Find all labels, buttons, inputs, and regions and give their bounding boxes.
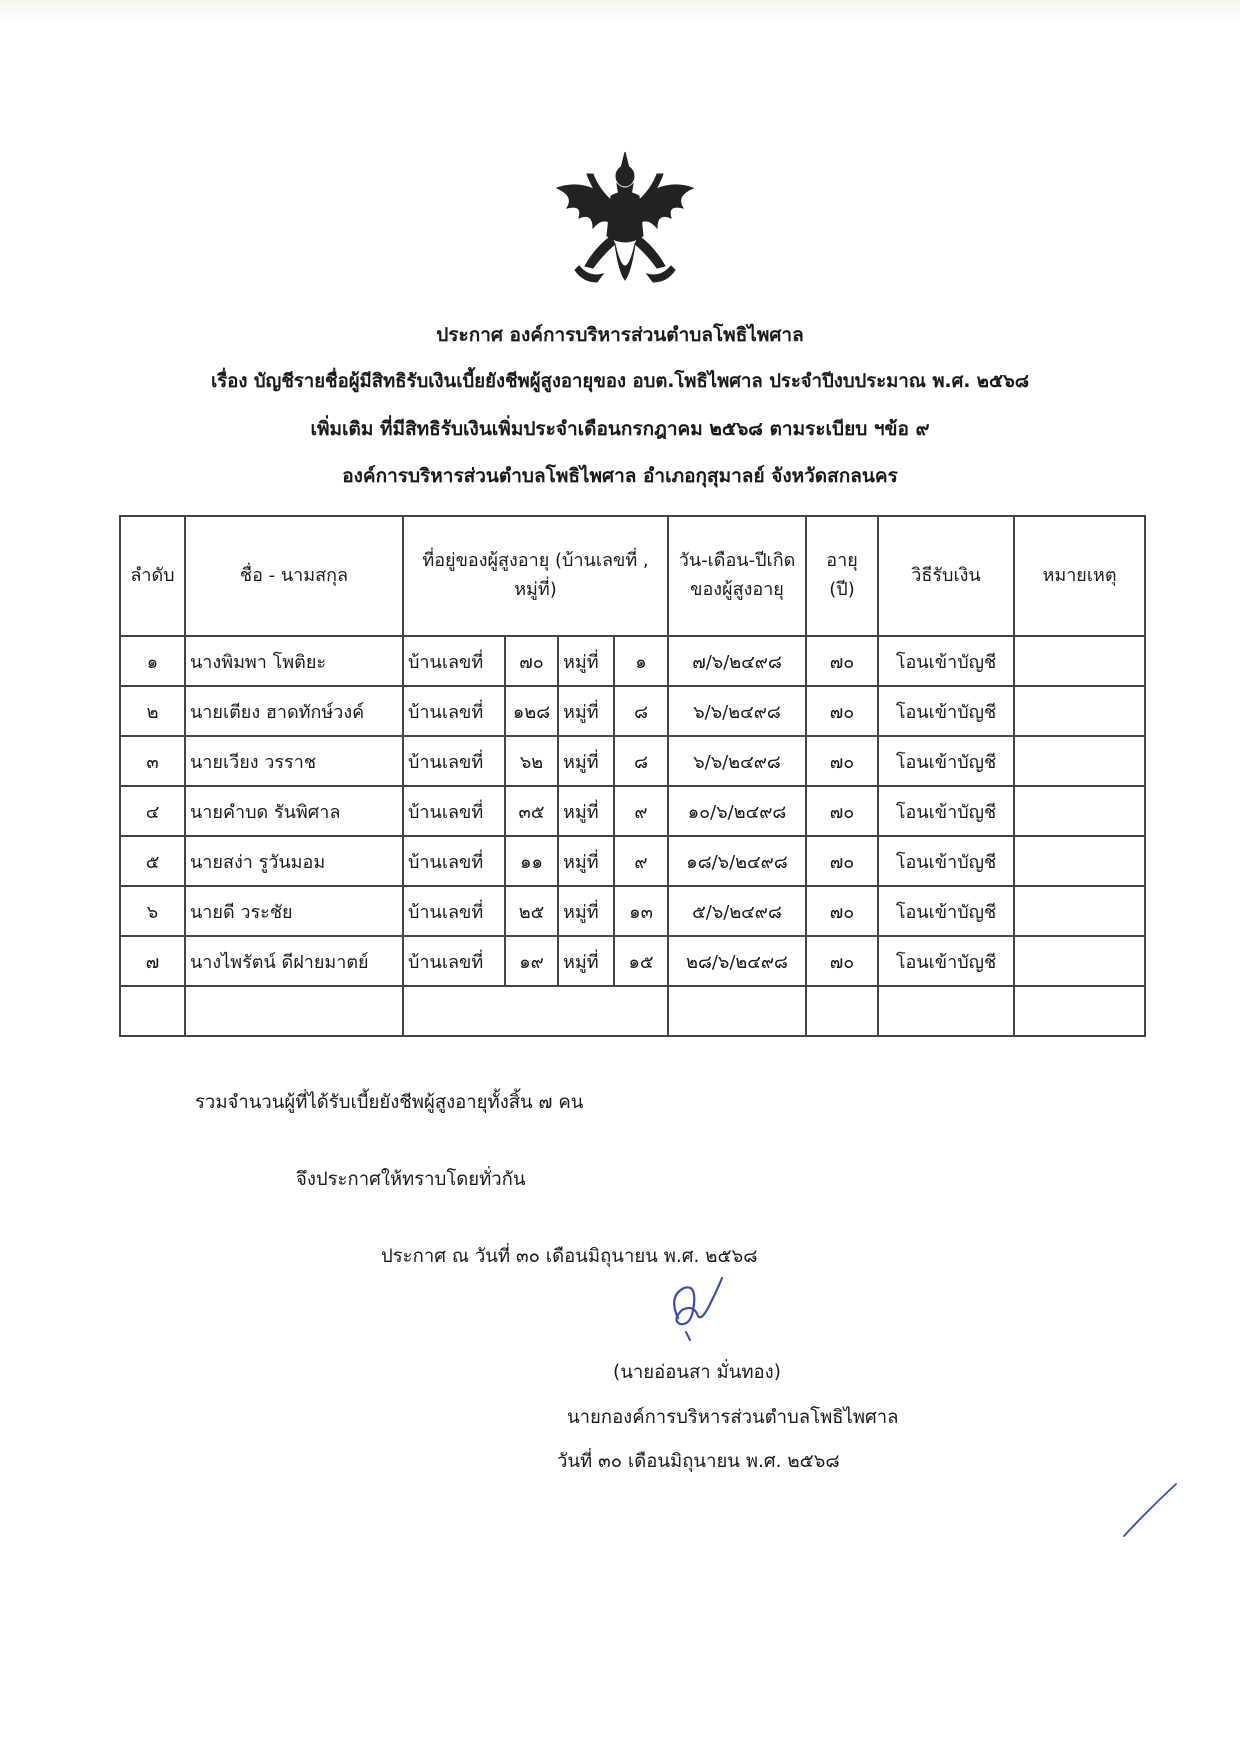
- cell-no: ๕: [120, 836, 185, 886]
- cell-name: นายคำบด รันพิศาล: [185, 786, 403, 836]
- cell-method: โอนเข้าบัญชี: [878, 636, 1014, 686]
- cell-remark: [1014, 686, 1145, 736]
- cell-no: ๔: [120, 786, 185, 836]
- cell-moo-label: หมู่ที่: [558, 736, 614, 786]
- cell-method: โอนเข้าบัญชี: [878, 886, 1014, 936]
- cell-dob: ๑๐/๖/๒๔๙๘: [668, 786, 806, 836]
- empty-cell: [1014, 986, 1145, 1036]
- pen-stroke-icon: [1120, 1480, 1180, 1540]
- announcement-title: ประกาศ องค์การบริหารส่วนตำบลโพธิไพศาล: [436, 324, 804, 346]
- cell-house-label: บ้านเลขที่: [403, 936, 505, 986]
- cell-house-label: บ้านเลขที่: [403, 886, 505, 936]
- cell-moo-label: หมู่ที่: [558, 786, 614, 836]
- organization-location: องค์การบริหารส่วนตำบลโพธิไพศาล อำเภอกุสุมาลย์ จังหวัดสกลนคร: [342, 465, 898, 487]
- table-row: [120, 736, 1145, 786]
- header-dob: วัน-เดือน-ปีเกิด ของผู้สูงอายุ: [668, 516, 806, 636]
- cell-no: ๓: [120, 736, 185, 786]
- cell-dob: ๑๘/๖/๒๔๙๘: [668, 836, 806, 886]
- cell-method: โอนเข้าบัญชี: [878, 936, 1014, 986]
- summary-text: รวมจำนวนผู้ที่ได้รับเบี้ยยังชีพผู้สูงอายุทั้งสิ้น ๗ คน: [195, 1092, 584, 1113]
- cell-method: โอนเข้าบัญชี: [878, 786, 1014, 836]
- cell-name: นายเตียง ฮาดทักษ์วงค์: [185, 686, 403, 736]
- table-row: [120, 636, 1145, 686]
- cell-remark: [1014, 786, 1145, 836]
- cell-remark: [1014, 636, 1145, 686]
- cell-name: นายดี วระชัย: [185, 886, 403, 936]
- cell-dob: ๗/๖/๒๔๙๘: [668, 636, 806, 686]
- cell-house-no: ๖๒: [505, 736, 558, 786]
- cell-dob: ๖/๖/๒๔๙๘: [668, 736, 806, 786]
- cell-no: ๒: [120, 686, 185, 736]
- scan-edge: [0, 0, 1240, 22]
- cell-method: โอนเข้าบัญชี: [878, 836, 1014, 886]
- table-row: [120, 886, 1145, 936]
- cell-moo-no: ๑๓: [614, 886, 668, 936]
- cell-moo-label: หมู่ที่: [558, 686, 614, 736]
- cell-name: นางพิมพา โพติยะ: [185, 636, 403, 686]
- empty-cell: [806, 986, 878, 1036]
- empty-cell: [120, 986, 185, 1036]
- cell-house-label: บ้านเลขที่: [403, 736, 505, 786]
- announcement-subject: เรื่อง บัญชีรายชื่อผู้มีสิทธิรับเงินเบี้ยยังชีพผู้สูงอายุของ อบต.โพธิไพศาล ประจำปีงบประมาณ พ.ศ. ๒๕๖๘: [210, 371, 1030, 392]
- cell-age: ๗๐: [806, 886, 878, 936]
- table-header-row: [120, 516, 1145, 636]
- cell-moo-label: หมู่ที่: [558, 886, 614, 936]
- cell-moo-label: หมู่ที่: [558, 936, 614, 986]
- cell-age: ๗๐: [806, 936, 878, 986]
- cell-name: นางไพรัตน์ ดีฝายมาตย์: [185, 936, 403, 986]
- cell-dob: ๒๘/๖/๒๔๙๘: [668, 936, 806, 986]
- cell-dob: ๕/๖/๒๔๙๘: [668, 886, 806, 936]
- cell-house-label: บ้านเลขที่: [403, 836, 505, 886]
- cell-age: ๗๐: [806, 686, 878, 736]
- signature-icon: [660, 1270, 740, 1350]
- cell-no: ๖: [120, 886, 185, 936]
- header-name: ชื่อ - นามสกุล: [185, 516, 403, 636]
- table-row-empty: [120, 986, 1145, 1036]
- table-row: [120, 686, 1145, 736]
- cell-moo-no: ๘: [614, 736, 668, 786]
- header-remark: หมายเหตุ: [1014, 516, 1145, 636]
- header-age: อายุ (ปี): [806, 516, 878, 636]
- cell-moo-no: ๙: [614, 786, 668, 836]
- cell-house-no: ๓๕: [505, 786, 558, 836]
- sign-date: วันที่ ๓๐ เดือนมิถุนายน พ.ศ. ๒๕๖๘: [557, 1451, 840, 1472]
- cell-moo-no: ๙: [614, 836, 668, 886]
- header-no: ลำดับ: [120, 516, 185, 636]
- cell-remark: [1014, 886, 1145, 936]
- garuda-emblem-icon: [545, 148, 705, 293]
- cell-house-label: บ้านเลขที่: [403, 786, 505, 836]
- cell-method: โอนเข้าบัญชี: [878, 736, 1014, 786]
- cell-age: ๗๐: [806, 786, 878, 836]
- empty-cell: [668, 986, 806, 1036]
- table-row: [120, 836, 1145, 886]
- cell-age: ๗๐: [806, 736, 878, 786]
- cell-remark: [1014, 836, 1145, 886]
- cell-name: นายสง่า รูวันมอม: [185, 836, 403, 886]
- cell-house-no: ๑๙: [505, 936, 558, 986]
- signer-position: นายกองค์การบริหารส่วนตำบลโพธิไพศาล: [567, 1407, 899, 1428]
- header-address: ที่อยู่ของผู้สูงอายุ (บ้านเลขที่ , หมู่ที่): [403, 516, 668, 636]
- beneficiary-table: [119, 515, 1146, 1037]
- cell-remark: [1014, 736, 1145, 786]
- cell-house-no: ๑๑: [505, 836, 558, 886]
- proclamation-date: ประกาศ ณ วันที่ ๓๐ เดือนมิถุนายน พ.ศ. ๒๕๖๘: [381, 1246, 758, 1267]
- cell-house-no: ๒๕: [505, 886, 558, 936]
- signer-name: (นายอ่อนสา มั่นทอง): [613, 1362, 781, 1383]
- empty-cell: [878, 986, 1014, 1036]
- cell-remark: [1014, 936, 1145, 986]
- cell-no: ๑: [120, 636, 185, 686]
- empty-cell: [185, 986, 403, 1036]
- cell-house-no: ๑๒๘: [505, 686, 558, 736]
- cell-moo-no: ๑: [614, 636, 668, 686]
- table-row: [120, 936, 1145, 986]
- proclamation-text: จึงประกาศให้ทราบโดยทั่วกัน: [296, 1169, 526, 1190]
- cell-moo-label: หมู่ที่: [558, 836, 614, 886]
- cell-age: ๗๐: [806, 636, 878, 686]
- cell-moo-no: ๑๕: [614, 936, 668, 986]
- empty-cell: [403, 986, 668, 1036]
- cell-house-label: บ้านเลขที่: [403, 686, 505, 736]
- cell-no: ๗: [120, 936, 185, 986]
- cell-name: นายเวียง วรราช: [185, 736, 403, 786]
- table-row: [120, 786, 1145, 836]
- cell-age: ๗๐: [806, 836, 878, 886]
- cell-house-no: ๗๐: [505, 636, 558, 686]
- header-method: วิธีรับเงิน: [878, 516, 1014, 636]
- announcement-subject-cont: เพิ่มเติม ที่มีสิทธิรับเงินเพิ่มประจำเดือนกรกฎาคม ๒๕๖๘ ตามระเบียบ ฯข้อ ๙: [310, 418, 930, 440]
- cell-house-label: บ้านเลขที่: [403, 636, 505, 686]
- cell-dob: ๖/๖/๒๔๙๘: [668, 686, 806, 736]
- cell-moo-label: หมู่ที่: [558, 636, 614, 686]
- cell-moo-no: ๘: [614, 686, 668, 736]
- cell-method: โอนเข้าบัญชี: [878, 686, 1014, 736]
